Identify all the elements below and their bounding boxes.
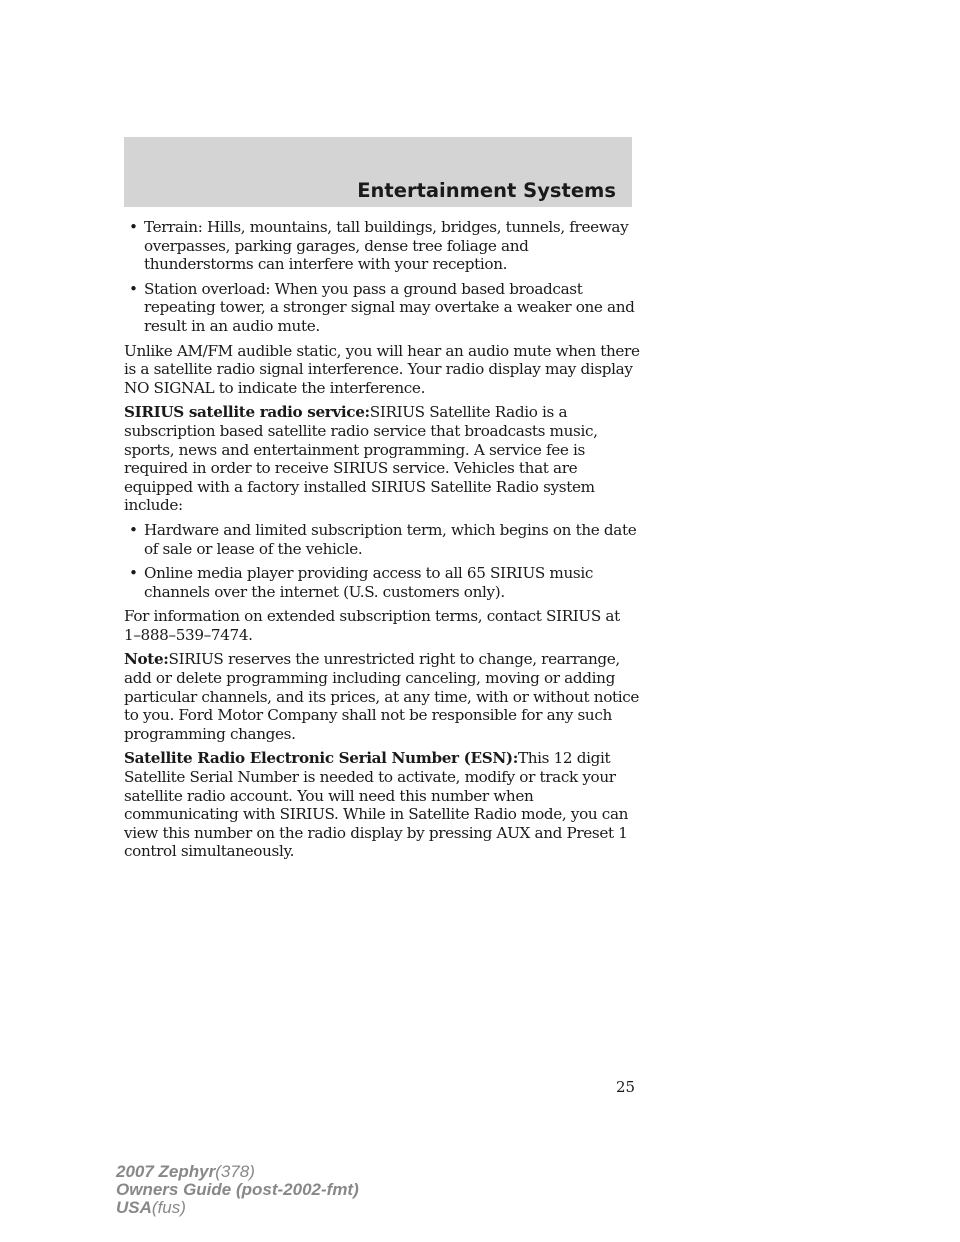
list-item-terrain — [124, 218, 640, 274]
bullet-icon: • — [129, 218, 138, 236]
footer-model: 2007 Zephyr — [116, 1162, 216, 1181]
footer-model-code: (378) — [215, 1162, 255, 1181]
paragraph-esn — [124, 749, 640, 861]
footer-region-code: (fus) — [151, 1198, 186, 1217]
list-item-text: Online media player providing access to all 65 SIRIUS music channels over the internet (U.S. customers only). — [144, 564, 594, 601]
note-text: SIRIUS reserves the unrestricted right to change, rearrange, add or delete programming including canceling, moving or adding particular channels, and its prices, at any time, with or without notice to you. Ford Motor Company shall not be responsible for any such programming changes. — [124, 650, 640, 743]
sirius-text: SIRIUS Satellite Radio is a subscription based satellite radio service that broadcasts music, sports, news and entertainment programming. A service fee is required in order to receive SIRIUS service. Vehicles that are equipped with a factory installed SIRIUS Satellite Radio system include: — [124, 403, 598, 515]
footer-region: USA — [116, 1198, 152, 1217]
esn-lead: Satellite Radio Electronic Serial Number (ESN): — [124, 749, 518, 768]
esn-text: This 12 digit Satellite Serial Number is needed to activate, modify or track your satellite radio account. You will need this number when communicating with SIRIUS. While in Satellite Radio mode, you can view this number on the radio display by pressing AUX and Preset 1 control simultaneously. — [124, 749, 629, 861]
paragraph-sirius-service — [124, 403, 640, 515]
paragraph-contact: For information on extended subscription terms, contact SIRIUS at 1–888–539–7474. — [124, 607, 620, 644]
list-item-hardware — [124, 521, 640, 558]
section-header-band — [124, 137, 632, 207]
footer-line-model — [116, 1163, 359, 1181]
page-body — [124, 218, 640, 867]
list-item-text: Hardware and limited subscription term, which begins on the date of sale or lease of the vehicle. — [144, 520, 637, 558]
footer-line-guide — [116, 1181, 359, 1199]
document-footer — [116, 1163, 359, 1217]
list-item-text: Station overload: When you pass a ground based broadcast repeating tower, a stronger signal may overtake a weaker one and result in an audio mute. — [144, 279, 635, 335]
list-item-online-player — [124, 564, 640, 601]
footer-guide: Owners Guide (post-2002-fmt) — [116, 1180, 359, 1199]
bullet-icon: • — [129, 564, 138, 583]
paragraph-note — [124, 650, 640, 743]
note-lead: Note: — [124, 650, 169, 669]
bullet-icon: • — [129, 279, 138, 298]
footer-line-region — [116, 1199, 359, 1217]
section-title: Entertainment Systems — [357, 179, 616, 202]
page-number: 25 — [616, 1078, 636, 1096]
sirius-lead: SIRIUS satellite radio service: — [124, 403, 370, 422]
bullet-icon: • — [129, 520, 138, 539]
paragraph-static: Unlike AM/FM audible static, you will hear an audio mute when there is a satellite radio signal interference. Your radio display may display NO SIGNAL to indicate the interference. — [124, 341, 640, 397]
list-item-text: Terrain: Hills, mountains, tall buildings, bridges, tunnels, freeway overpasses, parking garages, dense tree foliage and thunderstorms can interfere with your reception. — [144, 218, 629, 274]
list-item-station-overload — [124, 280, 640, 336]
